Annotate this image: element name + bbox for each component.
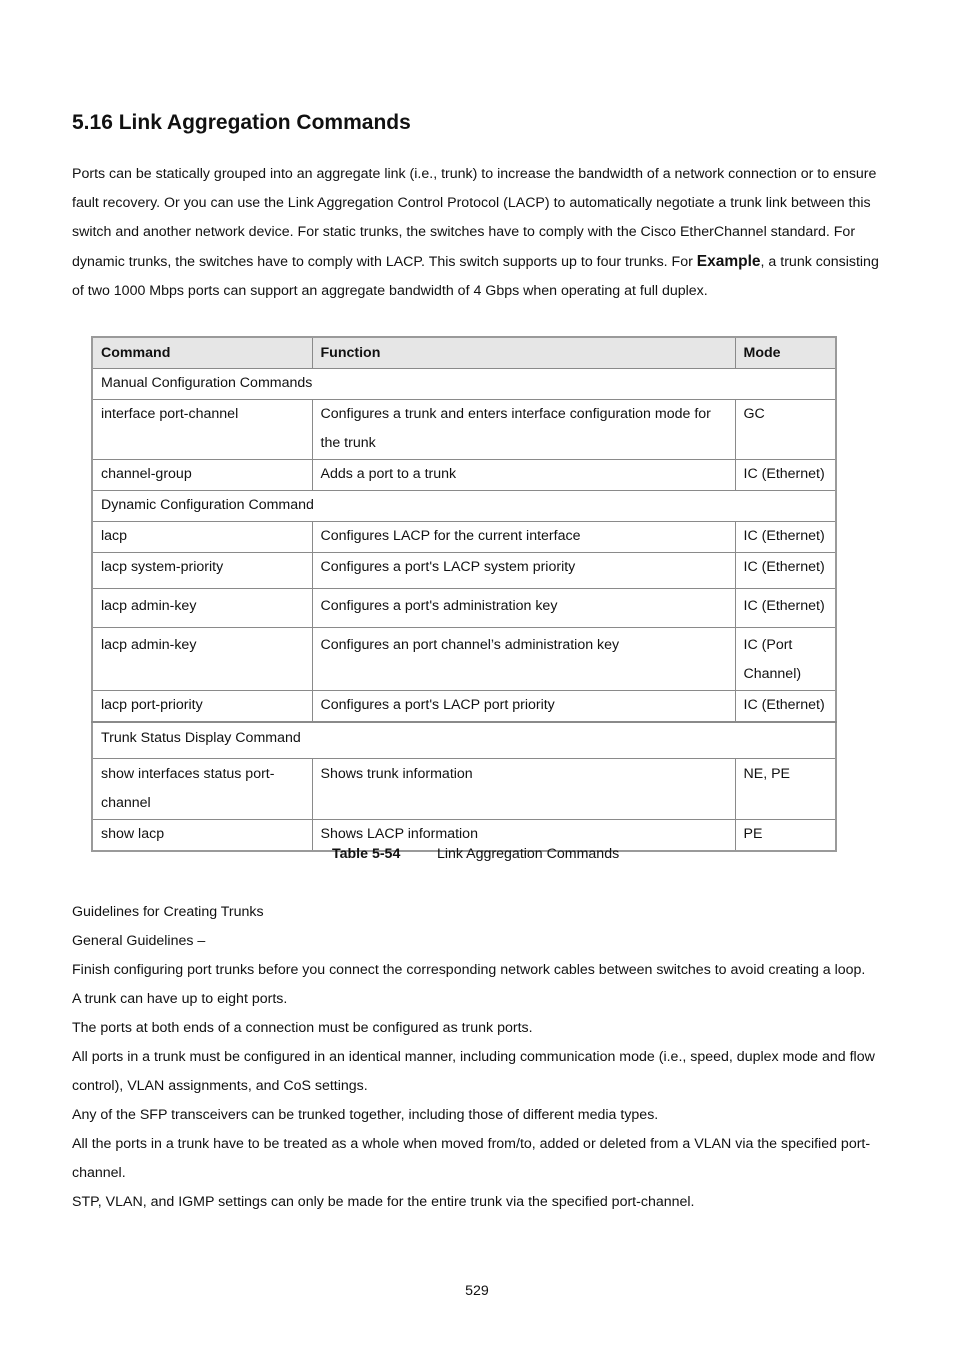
- function-cell: Configures a port's LACP system priority: [312, 553, 735, 589]
- table-row: [92, 628, 836, 691]
- mode-cell: IC (Port Channel): [735, 628, 836, 691]
- guideline-item: STP, VLAN, and IGMP settings can only be made for the entire trunk via the specified port-channel.: [72, 1194, 695, 1210]
- table-row: [92, 460, 836, 491]
- command-cell: lacp admin-key: [92, 589, 312, 628]
- mode-cell: IC (Ethernet): [735, 553, 836, 589]
- section-row: [92, 491, 836, 522]
- function-cell: Shows LACP information: [312, 820, 735, 852]
- command-cell: lacp system-priority: [92, 553, 312, 589]
- guidelines-subheading: General Guidelines –: [72, 933, 206, 949]
- function-cell: Configures an port channel’s administration key: [312, 628, 735, 691]
- function-cell: Adds a port to a trunk: [312, 460, 735, 491]
- section-row: [92, 369, 836, 400]
- table-row: [92, 691, 836, 723]
- guideline-item: All ports in a trunk must be configured in an identical manner, including communication mode (i.e., speed, duplex mode and flow control), VLAN assignments, and CoS settings.: [72, 1049, 875, 1094]
- guideline-item: A trunk can have up to eight ports.: [72, 991, 288, 1007]
- section-row: [92, 722, 836, 759]
- mode-cell: NE, PE: [735, 759, 836, 820]
- guideline-item: The ports at both ends of a connection must be configured as trunk ports.: [72, 1020, 533, 1036]
- table-row: [92, 589, 836, 628]
- guideline-item: Any of the SFP transceivers can be trunked together, including those of different media types.: [72, 1107, 659, 1123]
- table-row: [92, 522, 836, 553]
- command-cell: show interfaces status port-channel: [92, 759, 312, 820]
- command-cell: lacp admin-key: [92, 628, 312, 691]
- guideline-item: All the ports in a trunk have to be treated as a whole when moved from/to, added or deleted from a VLAN via the specified port-channel.: [72, 1136, 871, 1181]
- mode-cell: GC: [735, 400, 836, 460]
- mode-cell: IC (Ethernet): [735, 589, 836, 628]
- intro-paragraph: [72, 160, 887, 306]
- header-mode: Mode: [735, 337, 836, 369]
- mode-cell: IC (Ethernet): [735, 460, 836, 491]
- mode-cell: IC (Ethernet): [735, 522, 836, 553]
- mode-cell: PE: [735, 820, 836, 852]
- section-title: Trunk Status Display Command: [92, 722, 836, 759]
- section-title: Manual Configuration Commands: [92, 369, 836, 400]
- command-cell: lacp port-priority: [92, 691, 312, 723]
- section-heading: 5.16 Link Aggregation Commands: [72, 111, 411, 134]
- command-cell: lacp: [92, 522, 312, 553]
- guidelines-section: [72, 898, 887, 1217]
- caption-text: Link Aggregation Commands: [437, 846, 620, 862]
- function-cell: Shows trunk information: [312, 759, 735, 820]
- intro-text-after: , a trunk consisting of two 1000 Mbps ports can support an aggregate bandwidth of 4 Gbps when operating at full duplex.: [72, 254, 879, 299]
- page-number: 529: [465, 1283, 489, 1299]
- table-row: [92, 553, 836, 589]
- table-row: [92, 759, 836, 820]
- command-cell: interface port-channel: [92, 400, 312, 460]
- function-cell: Configures a port's administration key: [312, 589, 735, 628]
- guidelines-heading: Guidelines for Creating Trunks: [72, 904, 264, 920]
- intro-text-before: Ports can be statically grouped into an aggregate link (i.e., trunk) to increase the bandwidth of a network connection or to ensure fault recovery. Or you can use the Link Aggregation Control Protocol (LACP) to automatically negotiate a trunk link between this switch and another network device. For static trunks, the switches have to comply with the Cisco EtherChannel standard. For dynamic trunks, the switches have to comply with LACP. This switch supports up to four trunks. For: [72, 166, 877, 270]
- table-row: [92, 400, 836, 460]
- header-command: Command: [92, 337, 312, 369]
- section-title: Dynamic Configuration Command: [92, 491, 836, 522]
- mode-cell: IC (Ethernet): [735, 691, 836, 723]
- header-function: Function: [312, 337, 735, 369]
- command-table: [91, 336, 837, 852]
- table-header-row: [92, 337, 836, 369]
- function-cell: Configures a port's LACP port priority: [312, 691, 735, 723]
- function-cell: Configures LACP for the current interface: [312, 522, 735, 553]
- function-cell: Configures a trunk and enters interface configuration mode for the trunk: [312, 400, 735, 460]
- command-cell: show lacp: [92, 820, 312, 852]
- command-cell: channel-group: [92, 460, 312, 491]
- guideline-item: Finish configuring port trunks before you connect the corresponding network cables between switches to avoid creating a loop.: [72, 962, 866, 978]
- caption-label: Table 5-54: [332, 846, 401, 862]
- intro-emphasis: Example: [696, 253, 761, 270]
